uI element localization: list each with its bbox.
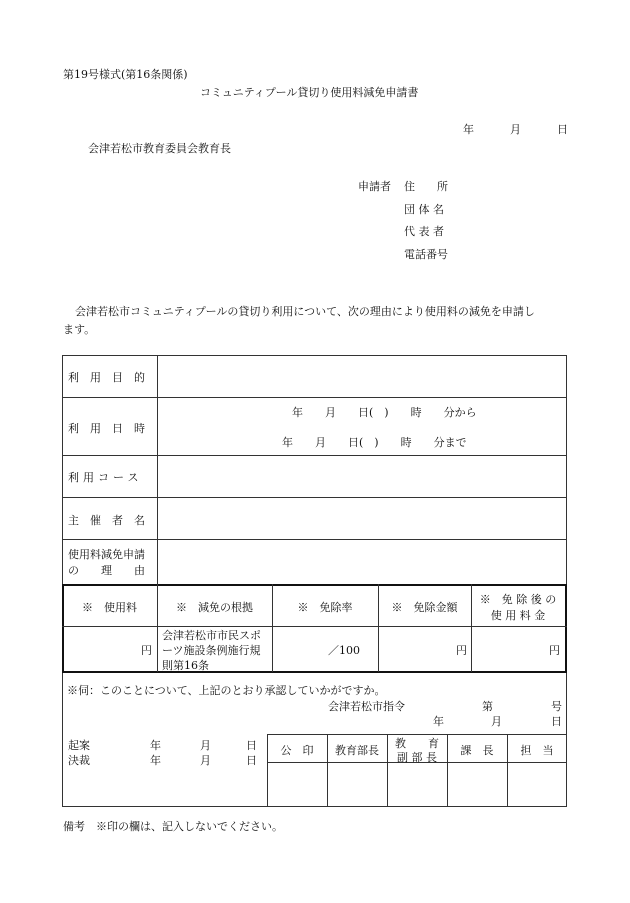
fee-col-divider [378, 584, 379, 672]
basis-header: ※ 減免の根拠 [176, 601, 253, 614]
label-column-divider [157, 355, 158, 584]
amount-header: ※ 免除金額 [391, 601, 458, 614]
fee-col-divider [157, 584, 158, 672]
stamp-edu-director: 教育部長 [335, 744, 379, 757]
addressee: 会津若松市教育委員会教育長 [88, 142, 231, 155]
date-year: 年 [463, 123, 474, 136]
amount-yen-unit: 円 [456, 644, 467, 657]
stamp-staff: 担 当 [520, 744, 554, 757]
stamp-deputy-2: 副 部 長 [397, 751, 437, 764]
kessai-label: 決裁 [68, 754, 90, 767]
intro-line-2: ます。 [63, 323, 96, 336]
reason-label-2: の 理 由 [68, 564, 145, 577]
course-label: 利用コース [68, 471, 143, 484]
kian-day: 日 [246, 739, 257, 752]
rate-value: ／100 [328, 644, 360, 657]
after-yen-unit: 円 [549, 644, 560, 657]
intro-line-1: 会津若松市コミュニティプールの貸切り利用について、次の理由により使用料の減免を申請し [75, 305, 535, 318]
directive-dai: 第 [482, 700, 493, 713]
approval-year: 年 [433, 715, 444, 728]
form-number: 第19号様式(第16条関係) [63, 68, 188, 81]
row-divider [62, 397, 567, 398]
date-day: 日 [557, 123, 568, 136]
kessai-year: 年 [150, 754, 161, 767]
purpose-label: 利 用 目 的 [68, 371, 145, 384]
approval-day: 日 [551, 715, 562, 728]
applicant-representative: 代 表 者 [404, 225, 444, 238]
applicant-phone: 電話番号 [404, 248, 448, 261]
row-divider [62, 455, 567, 456]
kian-label: 起案 [68, 739, 90, 752]
applicant-group: 団 体 名 [404, 203, 444, 216]
applicant-address: 住 所 [404, 180, 448, 193]
approval-note: ※伺：このことについて、上記のとおり承認していかがですか。 [67, 684, 386, 697]
organizer-label: 主 催 者 名 [68, 514, 145, 527]
organizer-field[interactable] [160, 501, 564, 537]
fee-table-top-border [62, 584, 567, 586]
fee-col-divider [272, 584, 273, 672]
datetime-to[interactable]: 年 月 日( ) 時 分まで [282, 436, 467, 449]
after-header-2: 使 用 料 金 [490, 609, 546, 622]
kian-month: 月 [200, 739, 211, 752]
fee-table-bottom-border [62, 671, 567, 673]
purpose-field[interactable] [160, 359, 564, 395]
after-header-1: ※ 免 除 後 の [479, 593, 557, 606]
row-divider [62, 539, 567, 540]
fee-table-left-border [62, 584, 64, 673]
footer-note: 備考 ※印の欄は、記入しないでください。 [63, 820, 283, 833]
fee-yen-unit: 円 [141, 644, 152, 657]
kian-year: 年 [150, 739, 161, 752]
approval-month: 月 [491, 715, 502, 728]
rate-header: ※ 免除率 [297, 601, 353, 614]
kessai-day: 日 [246, 754, 257, 767]
applicant-label: 申請者 [358, 180, 391, 193]
date-month: 月 [510, 123, 521, 136]
datetime-from[interactable]: 年 月 日( ) 時 分から [292, 406, 477, 419]
stamp-section-chief: 課 長 [460, 744, 494, 757]
form-title: コミュニティプール貸切り使用料減免申請書 [200, 86, 419, 99]
row-divider [62, 497, 567, 498]
reason-field[interactable] [160, 543, 564, 582]
stamp-deputy-1: 教 育 [395, 737, 439, 750]
reason-label-1: 使用料減免申請 [68, 548, 145, 561]
fee-table-header-divider [62, 626, 567, 627]
datetime-label: 利 用 日 時 [68, 422, 145, 435]
fee-table-right-border [565, 584, 567, 673]
course-field[interactable] [160, 459, 564, 495]
kessai-month: 月 [200, 754, 211, 767]
city-directive: 会津若松市指令 [328, 700, 405, 713]
fee-header: ※ 使用料 [82, 601, 137, 614]
basis-text: 会津若松市市民スポーツ施設条例施行規則第16条 [162, 629, 261, 672]
stamp-official-seal: 公 印 [280, 744, 314, 757]
directive-go: 号 [551, 700, 562, 713]
